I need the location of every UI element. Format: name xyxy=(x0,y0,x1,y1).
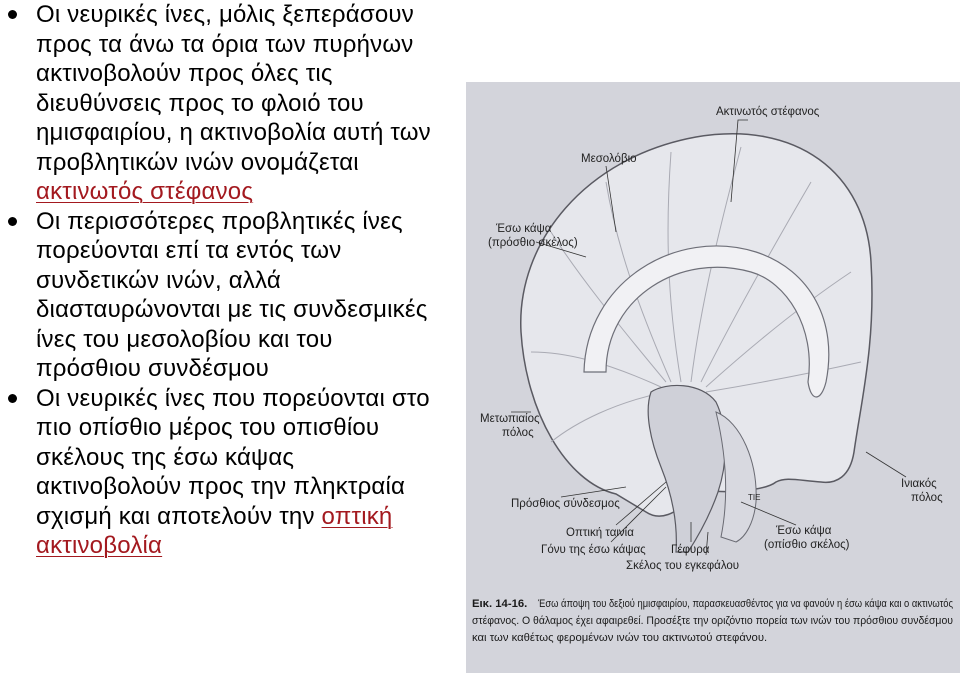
label-ant-comm: Πρόσθιος σύνδεσμος xyxy=(511,498,620,510)
bullet-text: Οι περισσότερες προβλητικές ίνες πορεύονται επί τα εντός των συνδετικών ινών, αλλά διασταυρώνονται με τις συνδεσμικές ίνες του μεσολοβίου και του πρόσθιου συνδέσμου xyxy=(36,207,428,382)
bullet-item xyxy=(6,207,436,384)
label-bridge: Γέφυρα xyxy=(671,544,710,556)
caption-line-3: και των καθέτως φερομένων ινών του ακτινωτού στεφάνου. xyxy=(472,632,768,644)
bullet-icon xyxy=(8,394,18,404)
label-ic-post: Έσω κάψα xyxy=(776,525,832,537)
corona-radiata-link[interactable]: ακτινωτός στέφανος xyxy=(36,178,254,205)
label-frontal: Μετωπιαίος xyxy=(480,413,540,425)
label-small-mark: ΤΙΕ xyxy=(748,493,761,502)
label-ic-ant: Έσω κάψα xyxy=(496,223,552,235)
bullet-item xyxy=(6,384,436,561)
label-occipital-sub: πόλος xyxy=(911,492,943,504)
optic-radiation-link[interactable]: οπτική ακτινοβολία xyxy=(36,502,393,559)
bullet-text: Οι νευρικές ίνες, μόλις ξεπεράσουν προς τα άνω τα όρια των πυρήνων ακτινοβολούν προς όλες τις διευθύνσεις προς το φλοιό του ημισφαιρίου, η ακτινοβολία αυτή των προβλητικών ινών ονομάζεται xyxy=(36,1,431,176)
bullet-text: Οι νευρικές ίνες που πορεύονται στο πιο οπίσθιο μέρος του οπισθίου σκέλους της έσω κάψας ακτινοβολούν προς την πληκτραία σχισμή και αποτελούν την xyxy=(36,384,430,530)
label-peduncle: Σκέλος του εγκεφάλου xyxy=(626,560,740,572)
label-occipital: Ινιακός xyxy=(901,478,937,490)
bullet-icon xyxy=(8,217,18,227)
label-optic-tract: Οπτική ταινία xyxy=(566,527,634,539)
label-corona: Ακτινωτός στέφανος xyxy=(716,106,820,118)
label-ic-ant-sub: (πρόσθιο σκέλος) xyxy=(488,237,578,249)
label-genu: Γόνυ της έσω κάψας xyxy=(541,544,646,556)
bullet-icon xyxy=(8,10,18,20)
brain-figure xyxy=(466,82,960,673)
caption-fig-id: Εικ. 14-16. xyxy=(472,598,528,610)
label-corpus: Μεσολόβιο xyxy=(581,153,637,165)
bullet-item xyxy=(6,0,436,207)
label-frontal-sub: πόλος xyxy=(502,427,534,439)
label-ic-post-sub: (οπίσθιο σκέλος) xyxy=(764,539,850,551)
caption-line-2: στέφανος. Ο θάλαμος έχει αφαιρεθεί. Προσέξτε την οριζόντιο πορεία των ινών του πρόσθιου συνδέσμου xyxy=(472,615,953,627)
brain-illustration xyxy=(466,82,960,673)
caption-line-1: Έσω άποψη του δεξιού ημισφαιρίου, παρασκευασθέντος για να φανούν η έσω κάψα και ο ακτινωτός xyxy=(537,598,954,610)
bullet-list xyxy=(6,0,446,561)
